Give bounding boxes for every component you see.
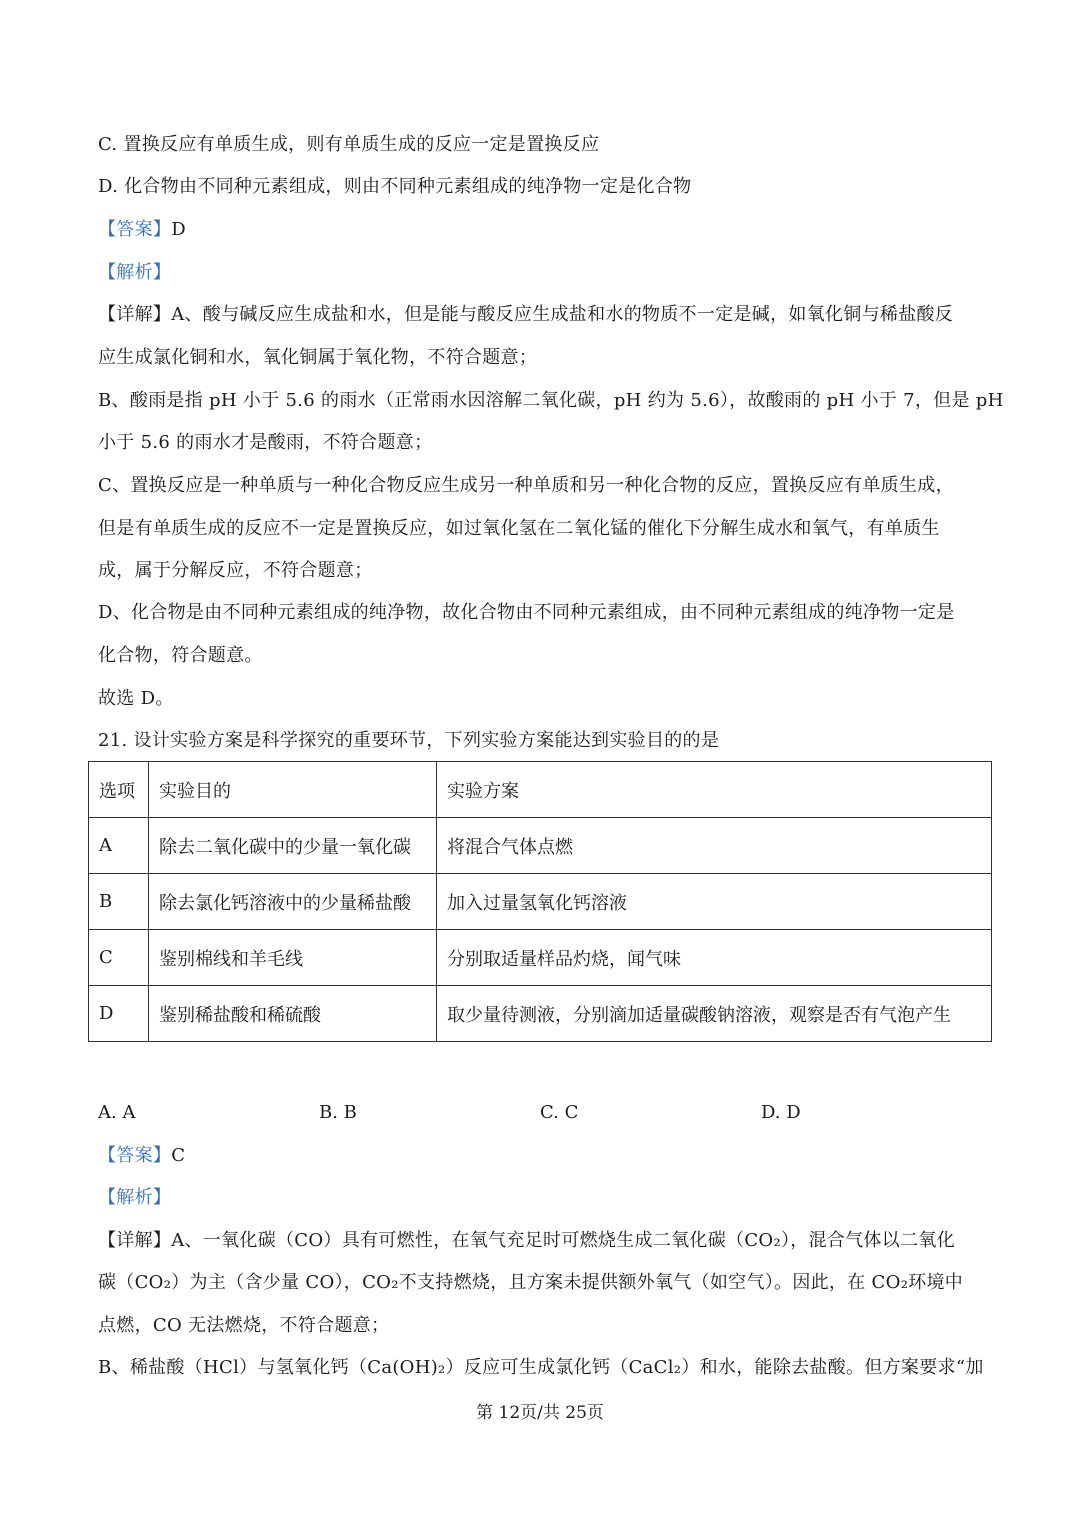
row-option: B [89,874,149,930]
q20-detail-line: 小于 5.6 的雨水才是酸雨，不符合题意； [98,432,433,453]
q20-detail-line: D、化合物是由不同种元素组成的纯净物，故化合物由不同种元素组成，由不同种元素组成的纯净物一定是 [98,602,955,623]
row-plan: 分别取适量样品灼烧，闻气味 [437,930,992,986]
q21-stem: 21. 设计实验方案是科学探究的重要环节，下列实验方案能达到实验目的的是 [98,730,720,751]
choice-b: B. B [319,1102,357,1123]
q21-choices [0,1102,1080,1126]
row-option: A [89,818,149,874]
q21-detail-line: 点燃，CO 无法燃烧，不符合题意； [98,1315,390,1336]
q21-analysis-tag: 【解析】 [98,1187,172,1208]
row-purpose: 除去氯化钙溶液中的少量稀盐酸 [149,874,437,930]
row-option: D [89,986,149,1042]
q20-detail-line: 应生成氯化铜和水，氧化铜属于氧化物，不符合题意； [98,347,538,368]
q20-answer [98,218,186,242]
header-purpose: 实验目的 [149,762,437,818]
q20-detail-line: 但是有单质生成的反应不一定是置换反应，如过氧化氢在二氧化锰的催化下分解生成水和氧气，有单质生 [98,518,940,539]
q20-conclusion: 故选 D。 [98,688,174,709]
choice-d: D. D [761,1102,801,1123]
q20-detail-line: 化合物，符合题意。 [98,645,263,666]
table-row [89,874,992,930]
table-row [89,986,992,1042]
experiment-table [88,761,992,1042]
q20-analysis-tag: 【解析】 [98,262,172,283]
q21-detail-line: 碳（CO₂）为主（含少量 CO），CO₂不支持燃烧，且方案未提供额外氧气（如空气）。因此，在 CO₂环境中 [98,1272,964,1293]
choice-a: A. A [98,1102,136,1123]
q20-detail-line: 成，属于分解反应，不符合题意； [98,560,373,581]
q20-detail-line: 【详解】A、酸与碱反应生成盐和水，但是能与酸反应生成盐和水的物质不一定是碱，如氧化铜与稀盐酸反 [98,304,954,325]
row-option: C [89,930,149,986]
row-purpose: 鉴别稀盐酸和稀硫酸 [149,986,437,1042]
q20-detail-line: B、酸雨是指 pH 小于 5.6 的雨水（正常雨水因溶解二氧化碳，pH 约为 5.6），故酸雨的 pH 小于 7，但是 pH [98,390,1004,411]
answer-value: D [171,219,186,240]
row-plan: 取少量待测液，分别滴加适量碳酸钠溶液，观察是否有气泡产生 [437,986,992,1042]
choice-c: C. C [540,1102,579,1123]
answer-value: C [171,1145,186,1166]
answer-tag: 【答案】 [98,219,172,240]
header-plan: 实验方案 [437,762,992,818]
header-option: 选项 [89,762,149,818]
row-plan: 将混合气体点燃 [437,818,992,874]
q21-detail-line: B、稀盐酸（HCl）与氢氧化钙（Ca(OH)₂）反应可生成氯化钙（CaCl₂）和水，能除去盐酸。但方案要求“加 [98,1357,984,1378]
q21-detail-line: 【详解】A、一氧化碳（CO）具有可燃性，在氧气充足时可燃烧生成二氧化碳（CO₂），混合气体以二氧化 [98,1230,955,1251]
row-plan: 加入过量氢氧化钙溶液 [437,874,992,930]
row-purpose: 除去二氧化碳中的少量一氧化碳 [149,818,437,874]
q21-answer [98,1144,185,1168]
option-c-text: C. 置换反应有单质生成，则有单质生成的反应一定是置换反应 [98,134,600,155]
page-footer: 第 12页/共 25页 [476,1403,604,1423]
answer-tag: 【答案】 [98,1145,172,1166]
table-row [89,818,992,874]
table-header-row [89,762,992,818]
option-d-text: D. 化合物由不同种元素组成，则由不同种元素组成的纯净物一定是化合物 [98,176,692,197]
q20-detail-line: C、置换反应是一种单质与一种化合物反应生成另一种单质和另一种化合物的反应，置换反应有单质生成， [98,475,954,496]
row-purpose: 鉴别棉线和羊毛线 [149,930,437,986]
table-row [89,930,992,986]
